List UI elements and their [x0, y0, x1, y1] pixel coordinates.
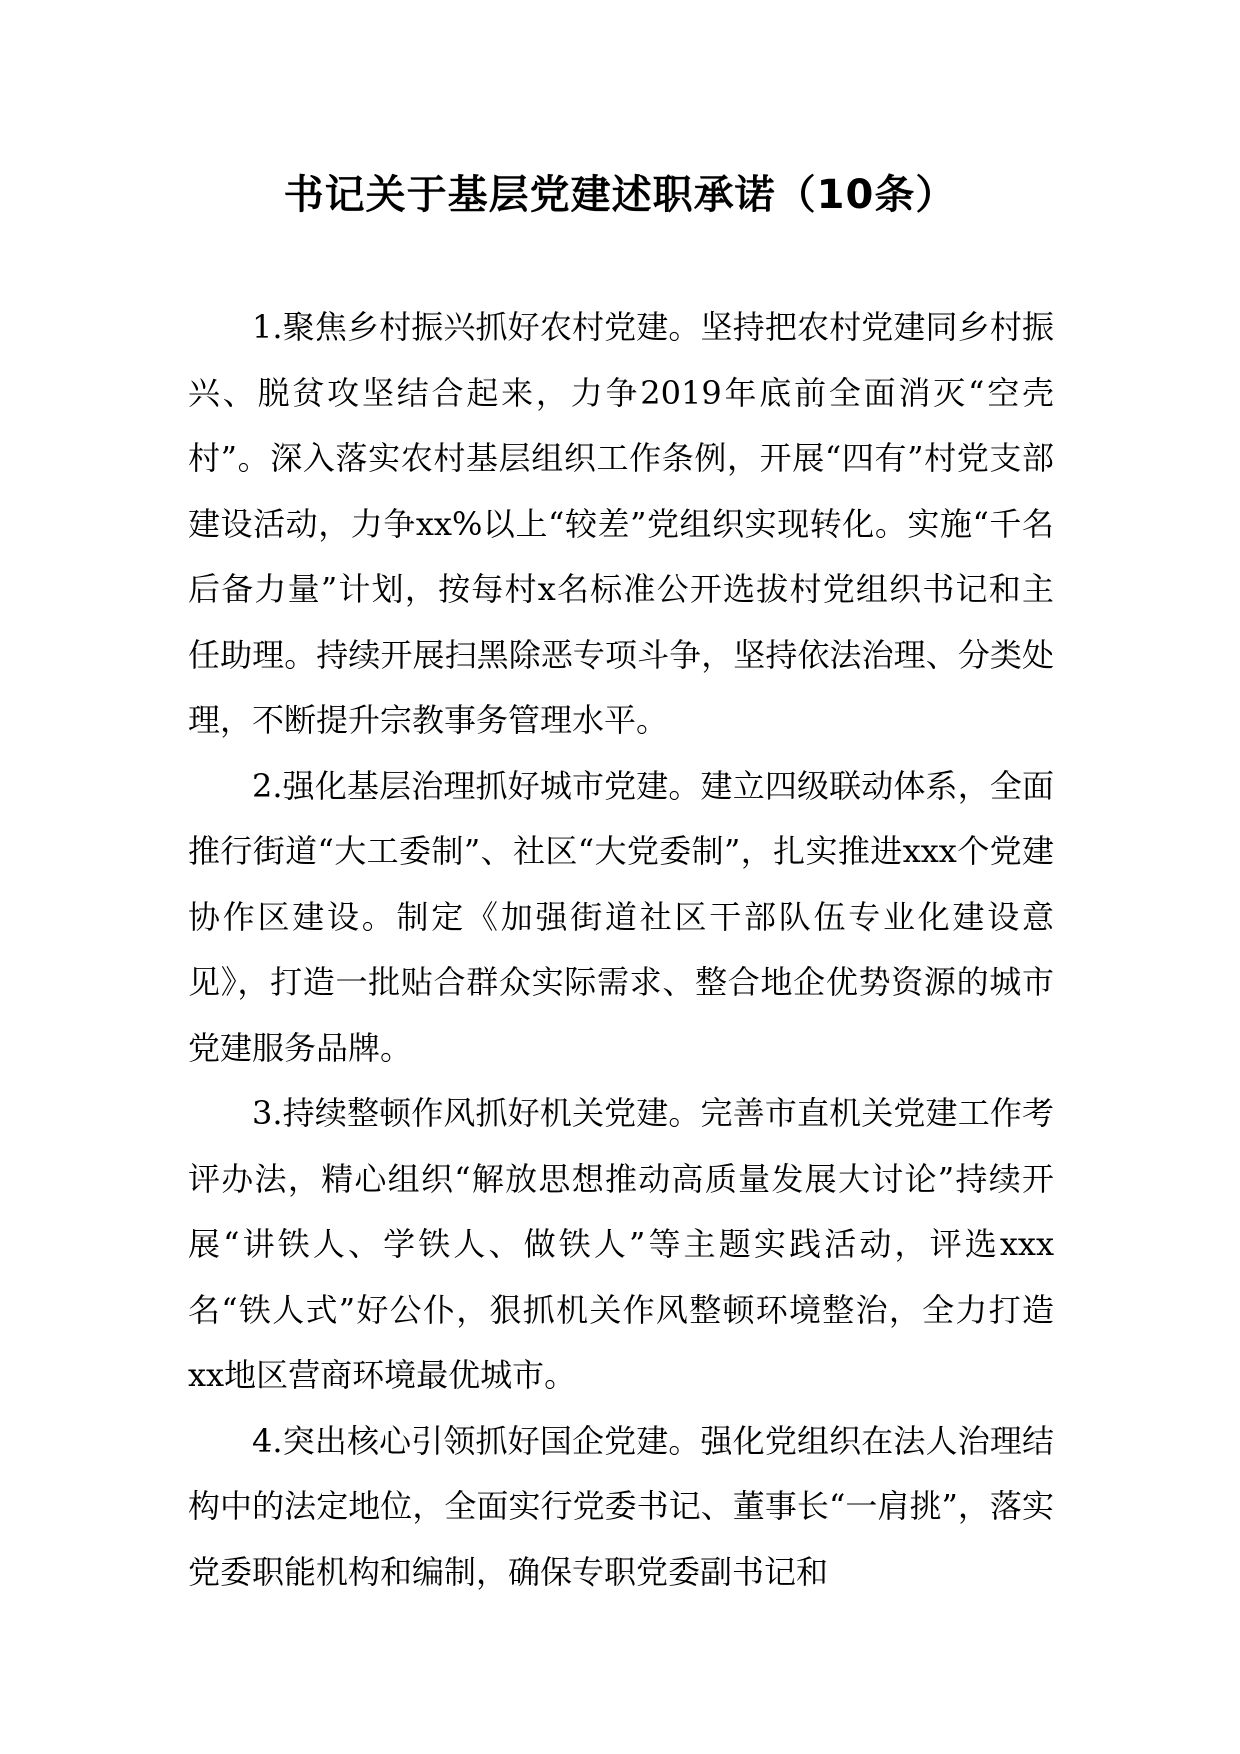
- paragraph-3: 3.持续整顿作风抓好机关党建。完善市直机关党建工作考评办法，精心组织“解放思想推动高质量发展大讨论”持续开展“讲铁人、学铁人、做铁人”等主题实践活动，评选xxx名“铁人式”好公仆，狠抓机关作风整顿环境整治，全力打造xx地区营商环境最优城市。: [188, 1094, 1054, 1394]
- document-title: 书记关于基层党建述职承诺（10条）: [283, 172, 957, 218]
- paragraph-1: 1.聚焦乡村振兴抓好农村党建。坚持把农村党建同乡村振兴、脱贫攻坚结合起来，力争2019年底前全面消灭“空壳村”。深入落实农村基层组织工作条例，开展“四有”村党支部建设活动，力争xx%以上“较差”党组织实现转化。实施“千名后备力量”计划，按每村x名标准公开选拔村党组织书记和主任助理。持续开展扫黑除恶专项斗争，坚持依法治理、分类处理，不断提升宗教事务管理水平。: [188, 308, 1054, 739]
- paragraph-2: 2.强化基层治理抓好城市党建。建立四级联动体系，全面推行街道“大工委制”、社区“大党委制”，扎实推进xxx个党建协作区建设。制定《加强街道社区干部队伍专业化建设意见》，打造一批贴合群众实际需求、整合地企优势资源的城市党建服务品牌。: [188, 766, 1054, 1067]
- document-body: [188, 295, 1054, 1605]
- paragraph-4: 4.突出核心引领抓好国企党建。强化党组织在法人治理结构中的法定地位，全面实行党委书记、董事长“一肩挑”，落实党委职能机构和编制，确保专职党委副书记和: [188, 1421, 1054, 1591]
